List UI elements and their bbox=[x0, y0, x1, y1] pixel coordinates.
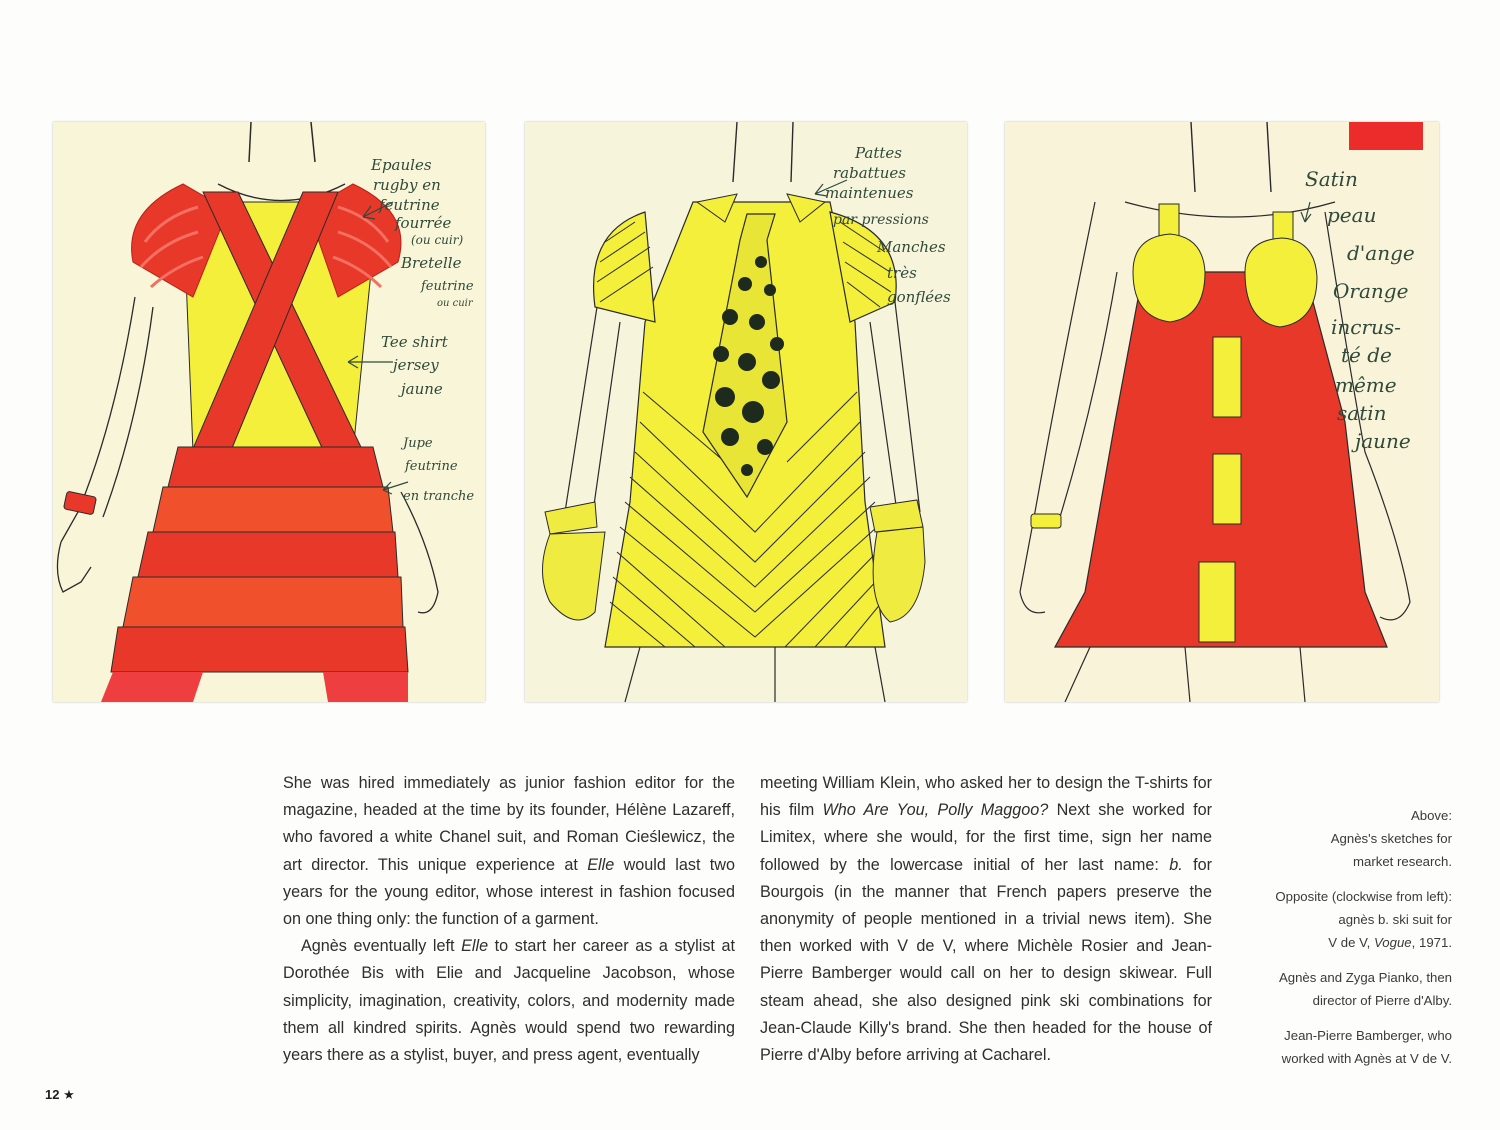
sketch-3-note: té de bbox=[1341, 343, 1392, 367]
magazine-title: Elle bbox=[461, 937, 489, 956]
sketch-2-note: gonflées bbox=[887, 288, 951, 306]
caption-line: director of Pierre d'Alby. bbox=[1312, 993, 1452, 1008]
sketch-tie-dress bbox=[525, 122, 967, 702]
sketch-1-note: jaune bbox=[401, 380, 443, 398]
sketch-2-note: par pressions bbox=[833, 212, 929, 228]
body-paragraph bbox=[760, 770, 1212, 1069]
caption-line: Agnès's sketches for bbox=[1330, 831, 1452, 846]
captions bbox=[1240, 804, 1452, 1082]
sketch-1-note: rugby en bbox=[373, 176, 441, 194]
sketch-2-note: maintenues bbox=[825, 184, 914, 202]
film-title: Who Are You, Polly Maggoo? bbox=[822, 801, 1049, 820]
sketch-1-note: Epaules bbox=[371, 156, 432, 174]
caption-bamberger bbox=[1240, 1024, 1452, 1070]
sketch-1-note: Tee shirt bbox=[381, 333, 448, 351]
sketch-3-note: peau bbox=[1327, 203, 1377, 227]
sketch-2-note: Manches bbox=[877, 238, 946, 256]
body-paragraph bbox=[283, 933, 735, 1069]
sketch-1-note: fourrée bbox=[395, 214, 452, 232]
body-text: to start her career as a stylist at Dorothée Bis with Elie and Jacqueline Jacobson, whose simplicity, imagination, creativity, colors, and modernity made them all kindred spirits. Agnès would spend two rewarding years there as a stylist, buyer, and press agent, eventually bbox=[283, 937, 735, 1065]
body-text: would last two years for the young editor, whose interest in fashion focused on one thing only: the function of a garment. bbox=[283, 855, 735, 929]
initial: b. bbox=[1169, 855, 1183, 874]
body-text: Agnès eventually left bbox=[301, 937, 462, 956]
sketch-3-note: d'ange bbox=[1347, 241, 1415, 265]
magazine-title: Elle bbox=[587, 855, 615, 874]
sketch-3-note: jaune bbox=[1355, 429, 1411, 453]
caption-line: Agnès and Zyga Pianko, then bbox=[1278, 970, 1452, 985]
caption-line: Jean-Pierre Bamberger, who bbox=[1284, 1028, 1452, 1043]
caption-opposite bbox=[1240, 885, 1452, 954]
body-text: meeting William Klein, who asked her to design the T-shirts for his film bbox=[760, 774, 1212, 820]
sketch-2-note: rabattues bbox=[833, 164, 906, 182]
caption-line: market research. bbox=[1353, 854, 1452, 869]
caption-text: V de V, bbox=[1328, 935, 1374, 950]
sketch-2-note: très bbox=[887, 264, 917, 282]
body-column-1 bbox=[283, 770, 735, 1069]
sketch-1-note: feutrine bbox=[379, 196, 440, 214]
caption-text: , 1971. bbox=[1411, 935, 1452, 950]
sketch-1-note: feutrine bbox=[421, 279, 474, 294]
sketch-3-note: satin bbox=[1337, 401, 1387, 425]
body-text: Next she worked for Limitex, where she would, for the first time, sign her name followed by the lowercase initial of her last name: bbox=[760, 801, 1212, 874]
caption-pianko bbox=[1240, 966, 1452, 1012]
body-column-2 bbox=[760, 770, 1212, 1069]
sketch-3-note: incrus- bbox=[1331, 315, 1401, 339]
sketch-1-note: ou cuir bbox=[437, 298, 473, 309]
sketch-1-note: en tranche bbox=[403, 489, 475, 504]
sketch-3-note: même bbox=[1335, 373, 1397, 397]
sketch-1-note: (ou cuir) bbox=[411, 233, 464, 247]
sketch-rugby-dress-drawing bbox=[53, 122, 485, 702]
body-text: for Bourgois (in the manner that French papers preserve the anonymity of people mentioned in a trivial news item). She then worked with V de V, where Michèle Rosier and Jean-Pierre Bamberger would call on her to design skiwear. Full steam ahead, she also designed pink ski combinations for Jean-Claude Killy's brand. She then headed for the house of Pierre d'Alby before arriving at Cacharel. bbox=[760, 855, 1213, 1065]
red-swatch bbox=[1349, 122, 1423, 150]
sketch-1-note: jersey bbox=[393, 356, 439, 374]
caption-line: Above: bbox=[1410, 808, 1452, 823]
sketch-1-note: Bretelle bbox=[401, 254, 462, 272]
sketch-3-note: Satin bbox=[1305, 167, 1358, 191]
sketch-tie-dress-drawing bbox=[525, 122, 967, 702]
body-paragraph bbox=[283, 770, 735, 933]
caption-line: agnès b. ski suit for bbox=[1338, 912, 1452, 927]
sketch-rugby-dress bbox=[53, 122, 485, 702]
sketch-1-note: feutrine bbox=[405, 459, 458, 474]
caption-line bbox=[1240, 931, 1452, 954]
body-text: She was hired immediately as junior fashion editor for the magazine, headed at the time by its founder, Hélène Lazareff, who favored a white Chanel suit, and Roman Cieślewicz, the art director. This unique experience at bbox=[283, 774, 735, 874]
sketch-3-note: Orange bbox=[1333, 279, 1409, 303]
sketch-satin-dress bbox=[1005, 122, 1439, 702]
sketch-satin-dress-drawing bbox=[1005, 122, 1439, 702]
page-number: 12 ★ bbox=[45, 1087, 75, 1102]
caption-above bbox=[1240, 804, 1452, 873]
sketch-1-note: Jupe bbox=[403, 436, 433, 451]
sketch-2-note: Pattes bbox=[855, 144, 902, 162]
caption-line: worked with Agnès at V de V. bbox=[1281, 1051, 1452, 1066]
caption-line: Opposite (clockwise from left): bbox=[1275, 889, 1452, 904]
caption-magazine: Vogue bbox=[1374, 935, 1412, 950]
